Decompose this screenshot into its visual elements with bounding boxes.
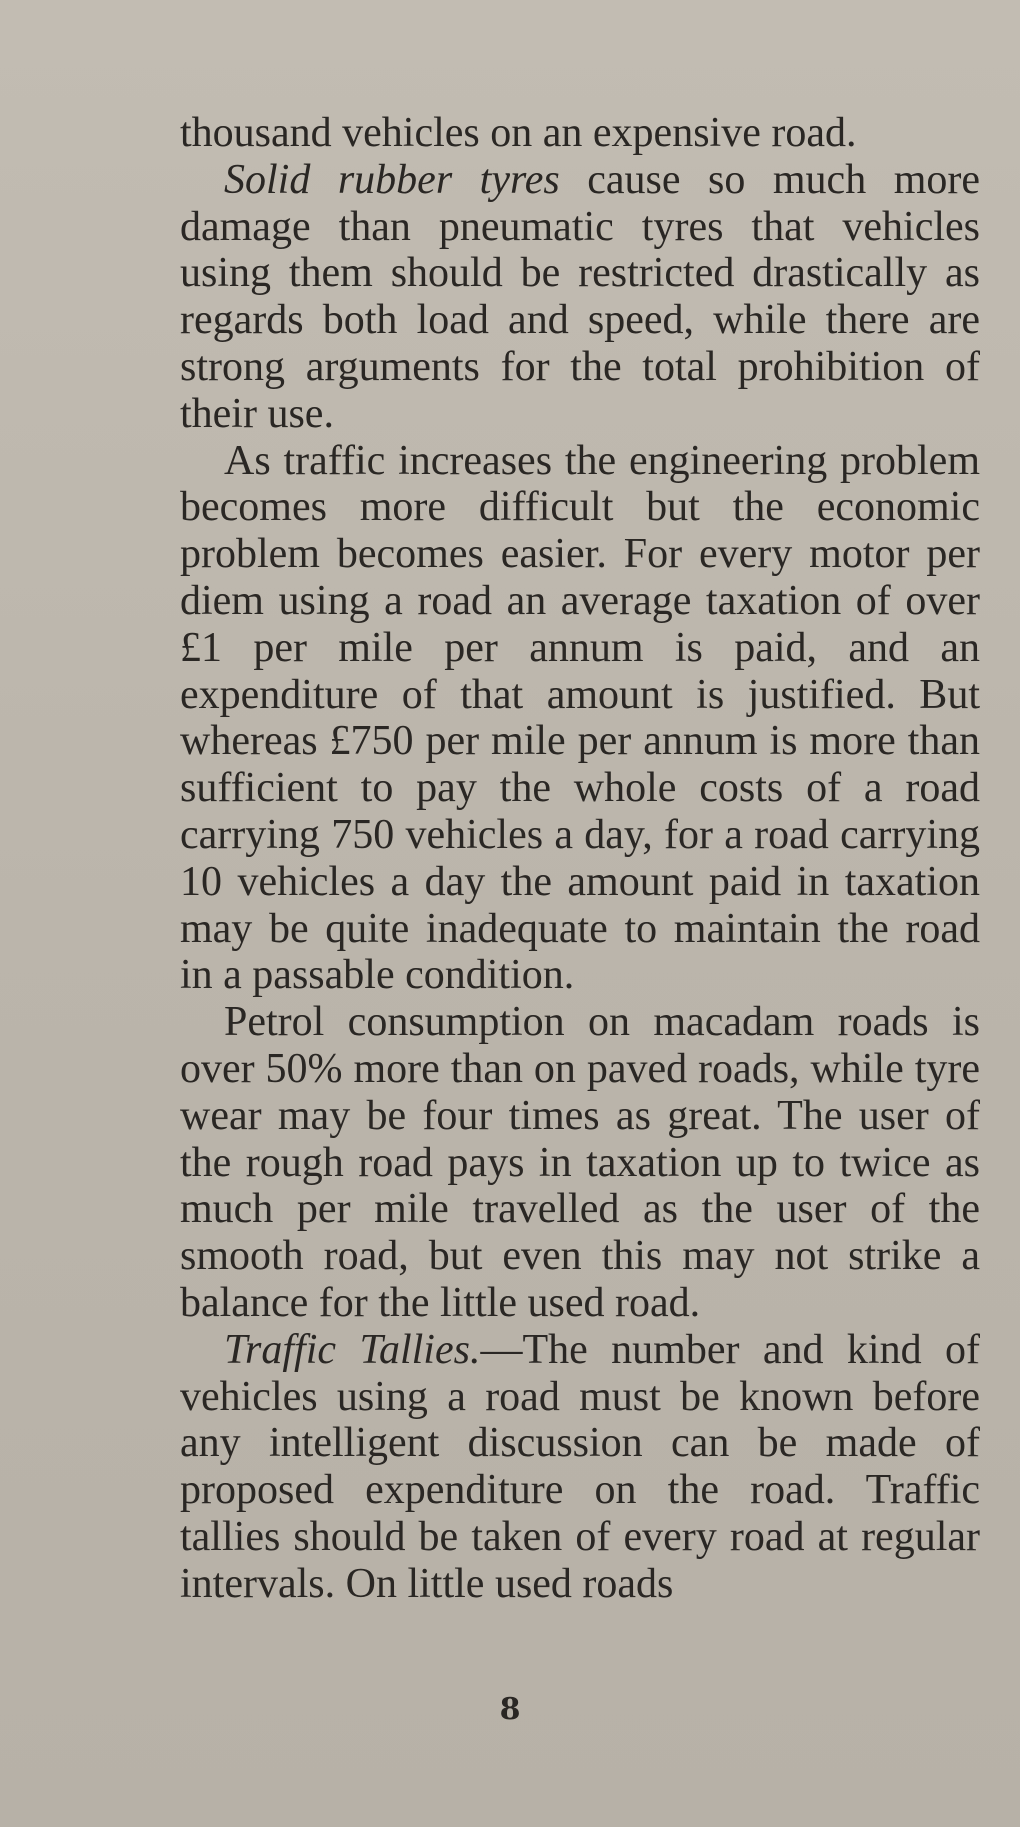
paragraph-text: cause so much more damage than pneumatic tyres that vehicles using them should be restricted drastically as regards both load and speed, while there are strong arguments for the total prohibition of their use. (180, 156, 980, 437)
paragraph-text: —The number and kind of vehicles using a road must be known before any intelligent discussion can be made of proposed expenditure on the road. Traffic tallies should be taken of every road at regular intervals. On little used roads (180, 1326, 981, 1607)
paragraph-text: As traffic increases the engineering problem becomes more difficult but the economic problem becomes easier. For every motor per diem using a road an average taxation of over £1 per mile per annum is paid, and an expenditure of that amount is justified. But whereas £750 per mile per annum is more than sufficient to pay the whole costs of a road carrying 750 vehicles a day, for a road carrying 10 vehicles a day the amount paid in taxation may be quite inadequate to maintain the road in a passable condition. (180, 437, 980, 999)
paragraph-text: Petrol consumption on macadam roads is over 50% more than on paved roads, while tyre wear may be four times as great. The user of the rough road pays in taxation up to twice as much per mile travelled as the user of the smooth road, but even this may not strike a balance for the little used road. (180, 999, 980, 1326)
paragraph-lead: Traffic Tallies. (224, 1326, 481, 1373)
paragraph-lead: Solid rubber tyres (224, 156, 560, 203)
paragraph-traffic-tallies (180, 1327, 980, 1608)
paragraph-traffic-increases (180, 438, 980, 1000)
paragraph-text: thousand vehicles on an expensive road. (180, 110, 857, 156)
paragraph-petrol-consumption (180, 999, 980, 1327)
page-number: 8 (499, 1692, 521, 1727)
page-body (180, 110, 980, 1810)
paragraph-continuation (180, 110, 980, 157)
paragraph-solid-rubber-tyres (180, 157, 980, 438)
